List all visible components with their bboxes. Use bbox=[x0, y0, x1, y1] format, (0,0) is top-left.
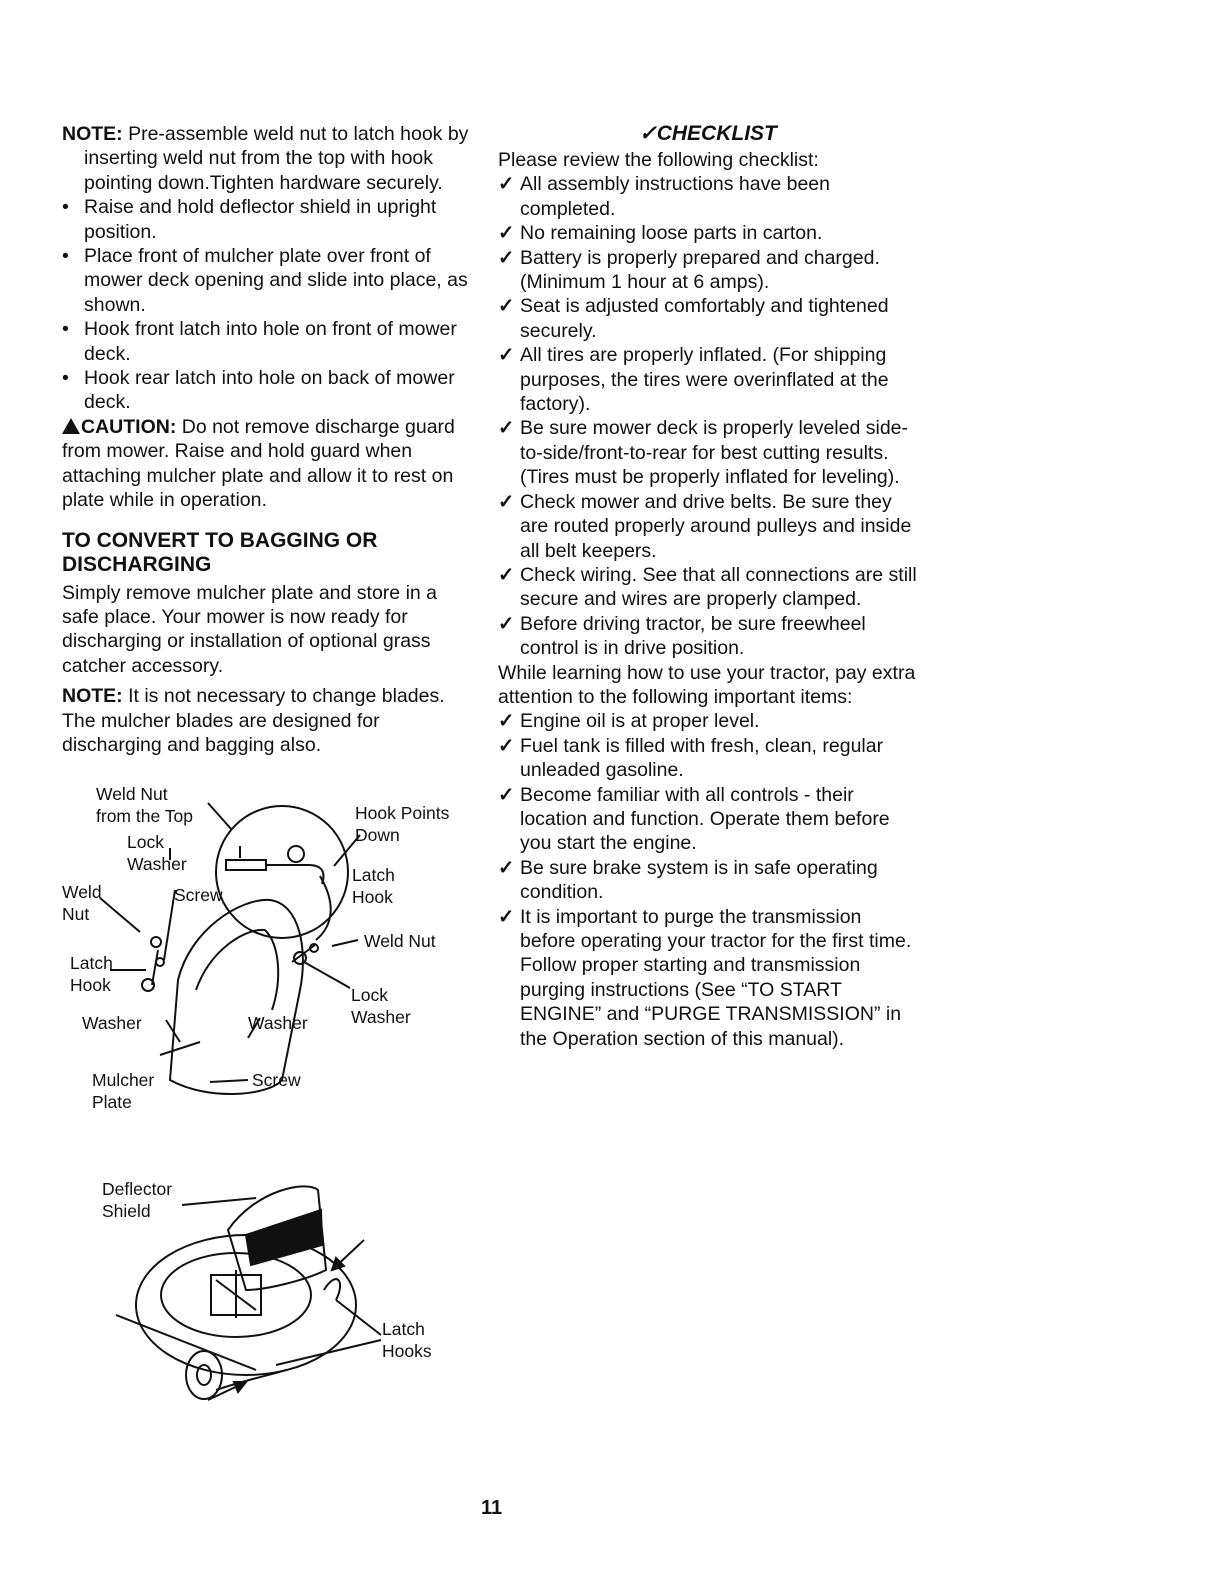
label-latch-hook-left: Latch Hook bbox=[70, 953, 113, 995]
label-weld-nut-left: Weld Nut bbox=[62, 882, 102, 924]
checklist-intro: Please review the following checklist: bbox=[498, 149, 819, 171]
learning-intro: While learning how to use your tractor, pay extra attention to the following important items: bbox=[498, 661, 916, 708]
label-weld-nut-from-top: Weld Nut from the Top bbox=[96, 784, 193, 826]
label-washer-mid: Washer bbox=[248, 1013, 308, 1033]
checklist-item: ✓ Check mower and drive belts. Be sure they are routed properly around pulleys and inside all belt keepers. bbox=[498, 490, 918, 563]
list-item: • Hook front latch into hole on front of mower deck. bbox=[62, 317, 472, 366]
checklist bbox=[498, 172, 918, 660]
checklist-item: ✓ It is important to purge the transmission before operating your tractor for the first time. Follow proper starting and transmission purging instructions (See “TO START ENGINE” and “PURGE TRANSMISSION” in the Operation section of this manual). bbox=[498, 905, 918, 1051]
label-mulcher-plate: Mulcher Plate bbox=[92, 1070, 155, 1112]
mulcher-plate-diagram bbox=[60, 780, 480, 1130]
checklist-item: ✓ No remaining loose parts in carton. bbox=[498, 221, 918, 245]
checklist-item: ✓ Engine oil is at proper level. bbox=[498, 709, 918, 733]
assembly-steps-list bbox=[62, 195, 472, 415]
label-latch-hooks: Latch Hooks bbox=[382, 1319, 432, 1361]
label-screw-bottom: Screw bbox=[252, 1070, 301, 1090]
note-blades: NOTE: It is not necessary to change blades. The mulcher blades are designed for discharging and bagging also. bbox=[62, 685, 445, 756]
checklist-item: ✓ Become familiar with all controls - their location and function. Operate them before you start the engine. bbox=[498, 783, 918, 856]
checklist-item: ✓ Check wiring. See that all connections are still secure and wires are properly clamped. bbox=[498, 563, 918, 612]
list-item: • Raise and hold deflector shield in upright position. bbox=[62, 195, 472, 244]
checklist-item: ✓ All tires are properly inflated. (For shipping purposes, the tires were overinflated at the factory). bbox=[498, 343, 918, 416]
checklist-item: ✓ Be sure mower deck is properly leveled side-to-side/front-to-rear for best cutting results. (Tires must be properly inflated for leveling). bbox=[498, 416, 918, 489]
checklist-title: ✓CHECKLIST bbox=[639, 122, 777, 145]
checklist-item: ✓ Be sure brake system is in safe operating condition. bbox=[498, 856, 918, 905]
caution-note: CAUTION: Do not remove discharge guard from mower. Raise and hold guard when attaching mulcher plate and allow it to rest on plate while in operation. bbox=[62, 415, 455, 512]
label-washer-left: Washer bbox=[82, 1013, 142, 1033]
checklist-item: ✓ Seat is adjusted comfortably and tightened securely. bbox=[498, 294, 918, 343]
checklist-item: ✓ Fuel tank is filled with fresh, clean, regular unleaded gasoline. bbox=[498, 734, 918, 783]
label-deflector-shield: Deflector Shield bbox=[102, 1179, 173, 1221]
important-items-list bbox=[498, 709, 918, 1051]
right-column bbox=[498, 122, 918, 1051]
list-item: • Hook rear latch into hole on back of mower deck. bbox=[62, 366, 472, 415]
deflector-shield-diagram bbox=[96, 1150, 456, 1410]
label-lock-washer-right: Lock Washer bbox=[351, 985, 411, 1027]
label-weld-nut-right: Weld Nut bbox=[364, 931, 436, 951]
note-preassemble: NOTE: Pre-assemble weld nut to latch hook by inserting weld nut from the top with hook pointing down.Tighten hardware securely. bbox=[62, 123, 469, 194]
checklist-item: ✓ Battery is properly prepared and charged. (Minimum 1 hour at 6 amps). bbox=[498, 246, 918, 295]
section-heading-convert: TO CONVERT TO BAGGING OR DISCHARGING bbox=[62, 528, 378, 576]
label-screw-top: Screw bbox=[174, 885, 223, 905]
warning-triangle-icon bbox=[62, 418, 80, 434]
convert-paragraph: Simply remove mulcher plate and store in a safe place. Your mower is now ready for discharging or installation of optional grass catcher accessory. bbox=[62, 581, 438, 677]
checklist-item: ✓ All assembly instructions have been completed. bbox=[498, 172, 918, 221]
label-lock-washer-top: Lock Washer bbox=[127, 832, 187, 874]
left-column bbox=[62, 122, 472, 757]
label-latch-hook-right: Latch Hook bbox=[352, 865, 395, 907]
label-hook-points-down: Hook Points Down bbox=[355, 803, 450, 845]
checklist-item: ✓ Before driving tractor, be sure freewheel control is in drive position. bbox=[498, 612, 918, 661]
page-number: 11 bbox=[481, 1497, 503, 1519]
list-item: • Place front of mulcher plate over front of mower deck opening and slide into place, as shown. bbox=[62, 244, 472, 317]
